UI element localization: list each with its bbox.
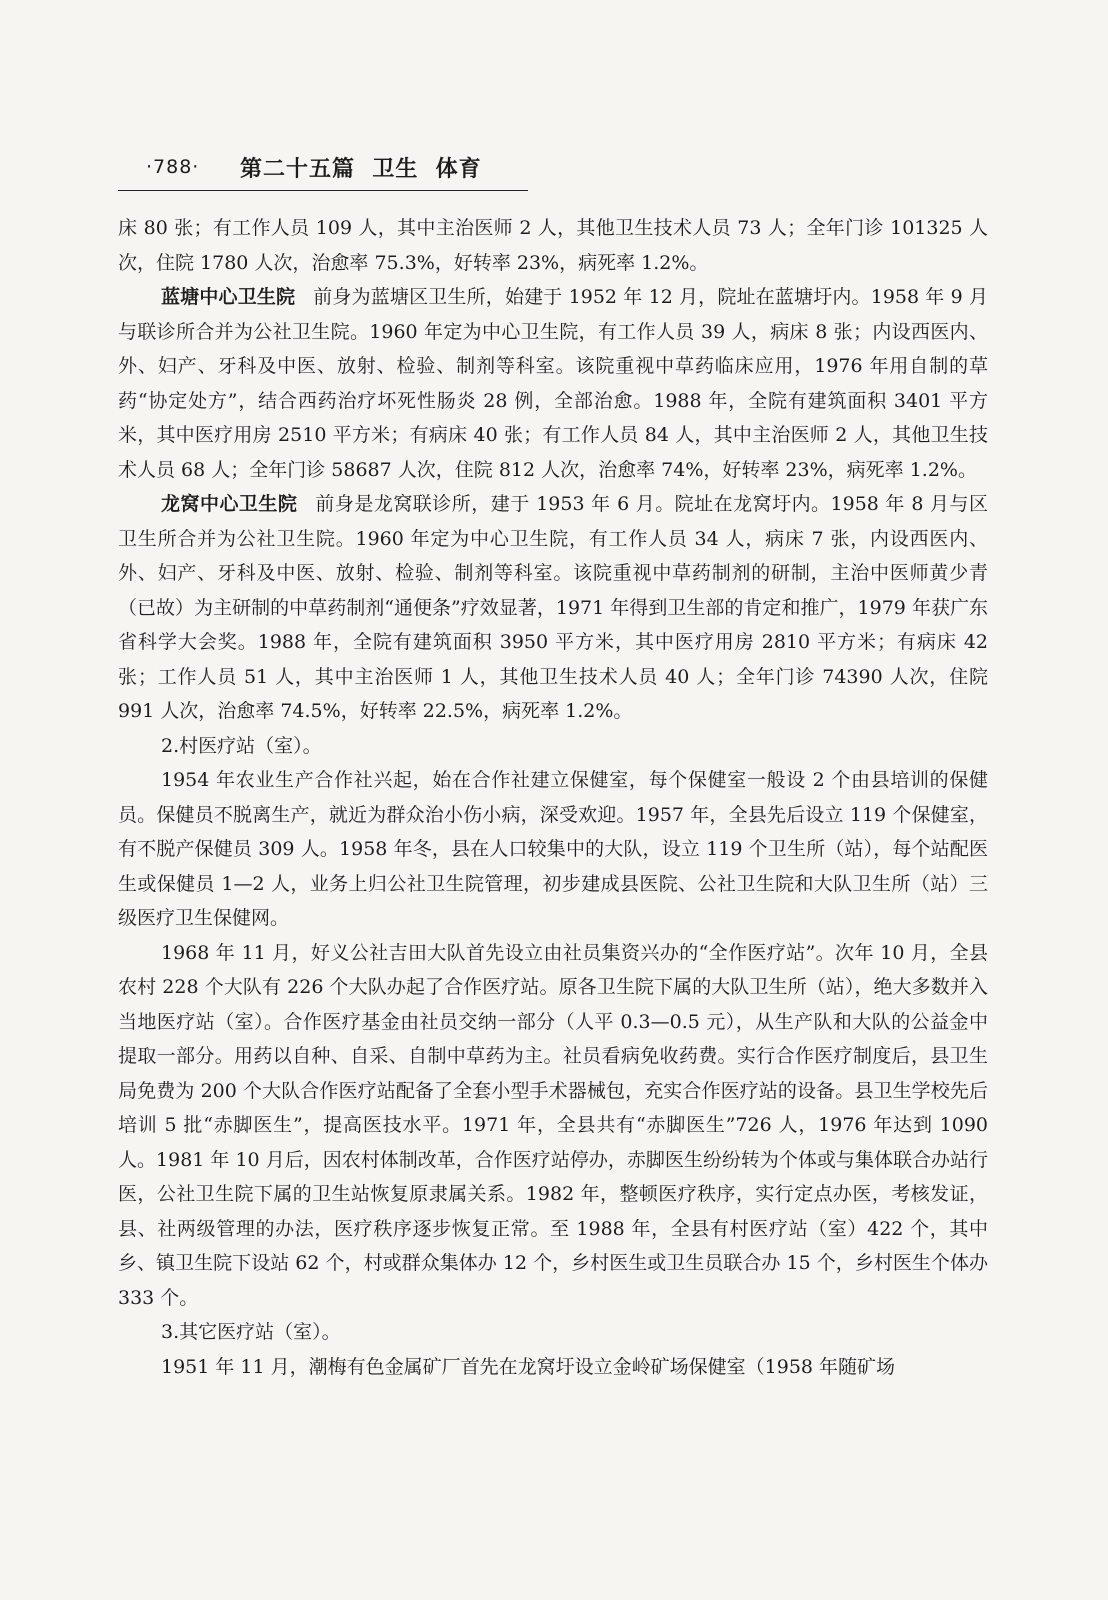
paragraph-lantang-hospital	[118, 280, 988, 487]
paragraph-longwo-hospital	[118, 487, 988, 729]
page-number: ·788·	[146, 156, 200, 178]
chapter-title: 第二十五篇 卫生 体育	[240, 157, 482, 182]
subsection-heading	[118, 729, 988, 764]
subsection-heading	[118, 1315, 988, 1350]
paragraph-text: 床 80 张；有工作人员 109 人，其中主治医师 2 人，其他卫生技术人员 73 人；全年门诊 101325 人次，住院 1780 人次，治愈率 75.3%，好转率 23%，病死率 1.2%。	[118, 217, 988, 274]
paragraph-text: 前身是龙窝联诊所，建于 1953 年 6 月。院址在龙窝圩内。1958 年 8 月与区卫生所合并为公社卫生院。1960 年定为中心卫生院，有工作人员 34 人，病床 7 张，内设西医内、外、妇产、牙科及中医、放射、检验、制剂等科室。该院重视中草药制剂的研制，主治中医师黄少青（已故）为主研制的中草药制剂“通便条”疗效显著，1971 年得到卫生部的肯定和推广，1979 年获广东省科学大会奖。1988 年，全院有建筑面积 3950 平方米，其中医疗用房 2810 平方米；有病床 42 张；工作人员 51 人，其中主治医师 1 人，其他卫生技术人员 40 人；全年门诊 74390 人次，住院 991 人次，治愈率 74.5%，好转率 22.5%，病死率 1.2%。	[118, 493, 988, 722]
paragraph-text: 3.其它医疗站（室）。	[161, 1321, 341, 1343]
paragraph	[118, 211, 988, 280]
body-text	[118, 211, 988, 1384]
paragraph	[118, 1350, 988, 1385]
paragraph	[118, 763, 988, 936]
paragraph	[118, 936, 988, 1316]
paragraph-text: 前身为蓝塘区卫生所，始建于 1952 年 12 月，院址在蓝塘圩内。1958 年 9 月与联诊所合并为公社卫生院。1960 年定为中心卫生院，有工作人员 39 人，病床 8 张；内设西医内、外、妇产、牙科及中医、放射、检验、制剂等科室。该院重视中草药临床应用，1976 年用自制的草药“协定处方”，结合西药治疗坏死性肠炎 28 例，全部治愈。1988 年，全院有建筑面积 3401 平方米，其中医疗用房 2510 平方米；有病床 40 张；有工作人员 84 人，其中主治医师 2 人，其他卫生技术人员 68 人；全年门诊 58687 人次，住院 812 人次，治愈率 74%，好转率 23%，病死率 1.2%。	[118, 286, 988, 481]
paragraph-text: 1951 年 11 月，潮梅有色金属矿厂首先在龙窝圩设立金岭矿场保健室（1958 年随矿场	[161, 1355, 896, 1378]
paragraph-text: 2.村医疗站（室）。	[161, 734, 322, 757]
section-lead-title: 蓝塘中心卫生院	[161, 286, 296, 308]
section-lead-title: 龙窝中心卫生院	[161, 493, 298, 515]
paragraph-text: 1968 年 11 月，好义公社吉田大队首先设立由社员集资兴办的“全作医疗站”。次年 10 月，全县农村 228 个大队有 226 个大队办起了合作医疗站。原各卫生院下属的大队卫生所（站），绝大多数并入当地医疗站（室）。合作医疗基金由社员交纳一部分（人平 0.3—0.5 元），从生产队和大队的公益金中提取一部分。用药以自种、自采、自制中草药为主。社员看病免收药费。实行合作医疗制度后，县卫生局免费为 200 个大队合作医疗站配备了全套小型手术器械包，充实合作医疗站的设备。县卫生学校先后培训 5 批“赤脚医生”，提高医技水平。1971 年，全县共有“赤脚医生”726 人，1976 年达到 1090 人。1981 年 10 月后，因农村体制改革，合作医疗站停办，赤脚医生纷纷转为个体或与集体联合办站行医，公社卫生院下属的卫生站恢复原隶属关系。1982 年，整顿医疗秩序，实行定点办医，考核发证，县、社两级管理的办法，医疗秩序逐步恢复正常。至 1988 年，全县有村医疗站（室）422 个，其中乡、镇卫生院下设站 62 个，村或群众集体办 12 个，乡村医生或卫生员联合办 15 个，乡村医生个体办 333 个。	[118, 941, 988, 1309]
paragraph-text: 1954 年农业生产合作社兴起，始在合作社建立保健室，每个保健室一般设 2 个由县培训的保健员。保健员不脱离生产，就近为群众治小伤小病，深受欢迎。1957 年，全县先后设立 119 个保健室，有不脱产保健员 309 人。1958 年冬，县在人口较集中的大队，设立 119 个卫生所（站），每个站配医生或保健员 1—2 人，业务上归公社卫生院管理，初步建成县医院、公社卫生院和大队卫生所（站）三级医疗卫生保健网。	[118, 769, 988, 929]
page-header	[118, 150, 528, 191]
